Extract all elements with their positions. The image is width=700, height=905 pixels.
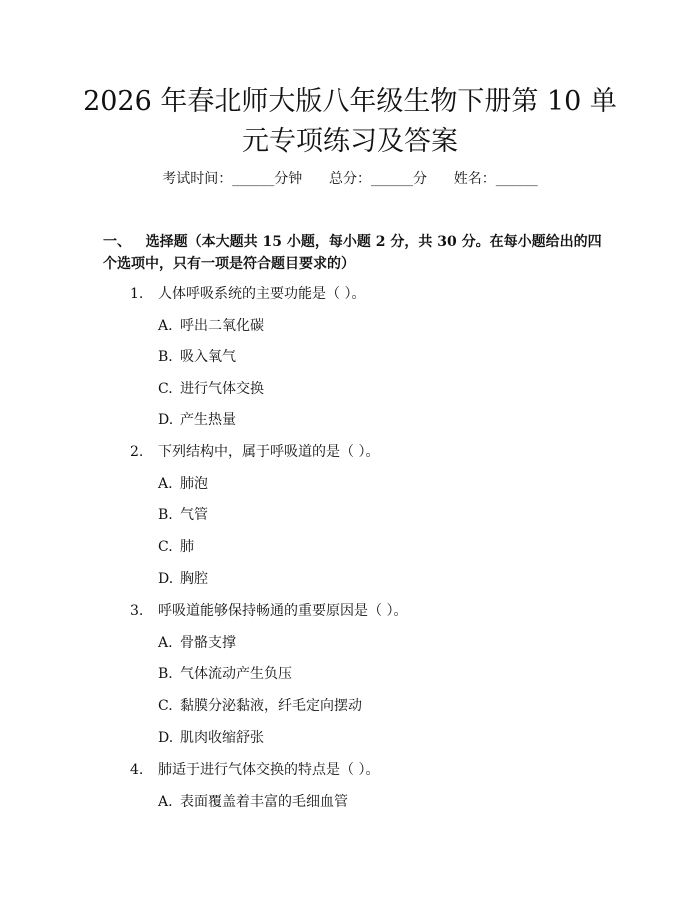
score-label: 总分： — [329, 171, 371, 187]
option-text: 气体流动产生负压 — [180, 666, 292, 682]
score-unit: 分 — [413, 171, 427, 187]
option-3d — [158, 727, 264, 747]
option-letter: D. — [158, 571, 174, 587]
option-letter: D. — [158, 730, 174, 746]
section-heading — [103, 231, 603, 275]
time-blank: ______ — [232, 171, 275, 187]
question-1 — [130, 283, 365, 303]
option-text: 黏膜分泌黏液，纤毛定向摆动 — [180, 698, 362, 714]
option-2c — [158, 536, 194, 556]
option-1d — [158, 409, 236, 429]
option-text: 肌肉收缩舒张 — [180, 730, 264, 746]
section-number: 一、 — [103, 234, 131, 250]
question-text: 下列结构中，属于呼吸道的是（ ）。 — [158, 444, 380, 460]
option-2b — [158, 504, 208, 524]
question-text: 人体呼吸系统的主要功能是（ ）。 — [158, 286, 366, 302]
question-4 — [130, 759, 379, 779]
option-3c — [158, 695, 362, 715]
question-3 — [130, 600, 407, 620]
option-letter: C. — [158, 698, 173, 714]
question-text: 肺适于进行气体交换的特点是（ ）。 — [158, 762, 380, 778]
option-text: 吸入氧气 — [180, 349, 236, 365]
option-text: 胸腔 — [180, 571, 208, 587]
question-number: 3. — [130, 603, 144, 619]
exam-meta — [0, 168, 700, 188]
score-blank: ______ — [371, 171, 413, 187]
question-number: 2. — [130, 444, 144, 460]
option-letter: D. — [158, 412, 174, 428]
option-text: 肺泡 — [180, 476, 208, 492]
option-text: 产生热量 — [180, 412, 236, 428]
option-1c — [158, 378, 264, 398]
option-text: 骨骼支撑 — [180, 635, 236, 651]
option-2a — [158, 473, 208, 493]
option-letter: C. — [158, 381, 173, 397]
option-text: 气管 — [180, 507, 208, 523]
option-letter: A. — [158, 794, 173, 810]
name-label: 姓名： — [453, 171, 496, 187]
option-1b — [158, 346, 236, 366]
title-line-1: 2026 年春北师大版八年级生物下册第 10 单 — [83, 86, 617, 117]
title-line-2: 元专项练习及答案 — [242, 126, 458, 157]
option-letter: C. — [158, 539, 173, 555]
question-number: 1. — [130, 286, 144, 302]
time-unit: 分钟 — [274, 171, 303, 187]
question-number: 4. — [130, 762, 144, 778]
option-1a — [158, 315, 264, 335]
question-2 — [130, 441, 379, 461]
option-text: 肺 — [180, 539, 194, 555]
question-text: 呼吸道能够保持畅通的重要原因是（ ）。 — [158, 603, 408, 619]
name-blank: ______ — [495, 171, 538, 187]
option-4a — [158, 791, 348, 811]
option-3a — [158, 632, 236, 652]
option-2d — [158, 568, 208, 588]
option-3b — [158, 663, 292, 683]
option-text: 呼出二氧化碳 — [180, 318, 264, 334]
time-label: 考试时间： — [162, 171, 233, 187]
option-letter: B. — [158, 666, 173, 682]
option-letter: B. — [158, 507, 173, 523]
option-letter: A. — [158, 318, 173, 334]
option-text: 进行气体交换 — [180, 381, 264, 397]
section-text: 选择题（本大题共 15 小题，每小题 2 分，共 30 分。在每小题给出的四个选项中，只有一项是符合题目要求的） — [103, 234, 602, 272]
option-letter: B. — [158, 349, 173, 365]
option-letter: A. — [158, 635, 173, 651]
option-text: 表面覆盖着丰富的毛细血管 — [180, 794, 348, 810]
document-title — [60, 82, 640, 162]
option-letter: A. — [158, 476, 173, 492]
